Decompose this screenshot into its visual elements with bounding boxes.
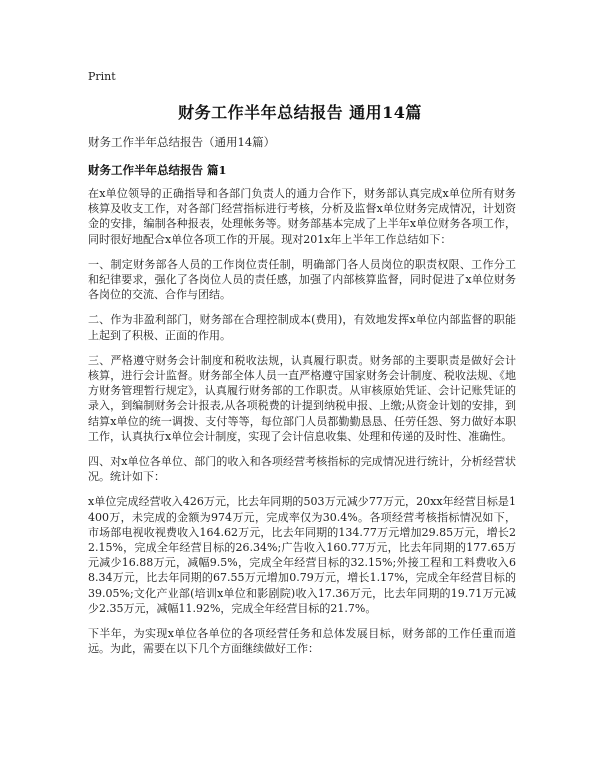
paragraph-item-3: 三、严格遵守财务会计制度和税收法规，认真履行职责。财务部的主要职责是做好会计核算，进行会计监督。财务部全体人员一直严格遵守国家财务会计制度、税收法规、《地方财务管理暂行规定》，认真履行财务部的工作职责。从审核原始凭证、会计记账凭证的录入，到编制财务会计报表,从各项税费的计提到纳税申报、上缴;从资金计划的安排，到结算x单位的统一调拨、支付等等，每位部门人员都勤勤恳恳、任劳任怨、努力做好本职工作，认真执行x单位会计制度，实现了会计信息收集、处理和传递的及时性、准确性。 [88,353,516,443]
paragraph-item-4: 四、对x单位各单位、部门的收入和各项经营考核指标的完成情况进行统计，分析经营状况。统计如下： [88,455,516,484]
document-title: 财务工作半年总结报告 通用14篇 [178,103,422,122]
paragraph-outlook: 下半年，为实现x单位各单位的各项经营任务和总体发展目标，财务部的工作任重而道远。为此，需要在以下几个方面继续做好工作： [88,627,516,656]
paragraph-intro: 在x单位领导的正确指导和各部门负责人的通力合作下，财务部认真完成x单位所有财务核算及收支工作，对各部门经营指标进行考核，分析及监督x单位财务完成情况，计划资金的安排，编制各种报表，处理帐务等。财务部基本完成了上半年x单位财务各项工作，同时很好地配合x单位各项工作的开展。现对201x年上半年工作总结如下： [88,187,516,246]
section-heading: 财务工作半年总结报告 篇1 [88,163,227,177]
paragraph-statistics: x单位完成经营收入426万元，比去年同期的503万元减少77万元，20xx年经营目标是1400万，未完成的金额为974万元，完成率仅为30.4%。各项经营考核指标情况如下，市场部电视收视费收入164.62万元，比去年同期的134.77万元增加29.85万元，增长22.15%，完成全年经营目标的26.34%;广告收入160.77万元，比去年同期的177.65万元减少16.88万元，减幅9.5%，完成全年经营目标的32.15%;外接工程和工料费收入68.34万元，比去年同期的67.55万元增加0.79万元，增长1.17%，完成全年经营目标的39.05%;文化产业部(培训x单位和影剧院)收入17.36万元，比去年同期的19.71万元减少2.35万元，减幅11.92%，完成全年经营目标的21.7%。 [88,495,516,615]
print-label: Print [88,70,116,83]
document-subtitle: 财务工作半年总结报告（通用14篇） [88,135,276,149]
paragraph-item-1: 一、制定财务部各人员的工作岗位责任制，明确部门各人员岗位的职责权限、工作分工和纪律要求，强化了各岗位人员的责任感，加强了内部核算监督，同时促进了x单位财务各岗位的交流、合作与团结。 [88,257,516,302]
paragraph-item-2: 二、作为非盈利部门，财务部在合理控制成本(费用)，有效地发挥x单位内部监督的职能上起到了积极、正面的作用。 [88,313,516,342]
document-body [88,186,516,666]
